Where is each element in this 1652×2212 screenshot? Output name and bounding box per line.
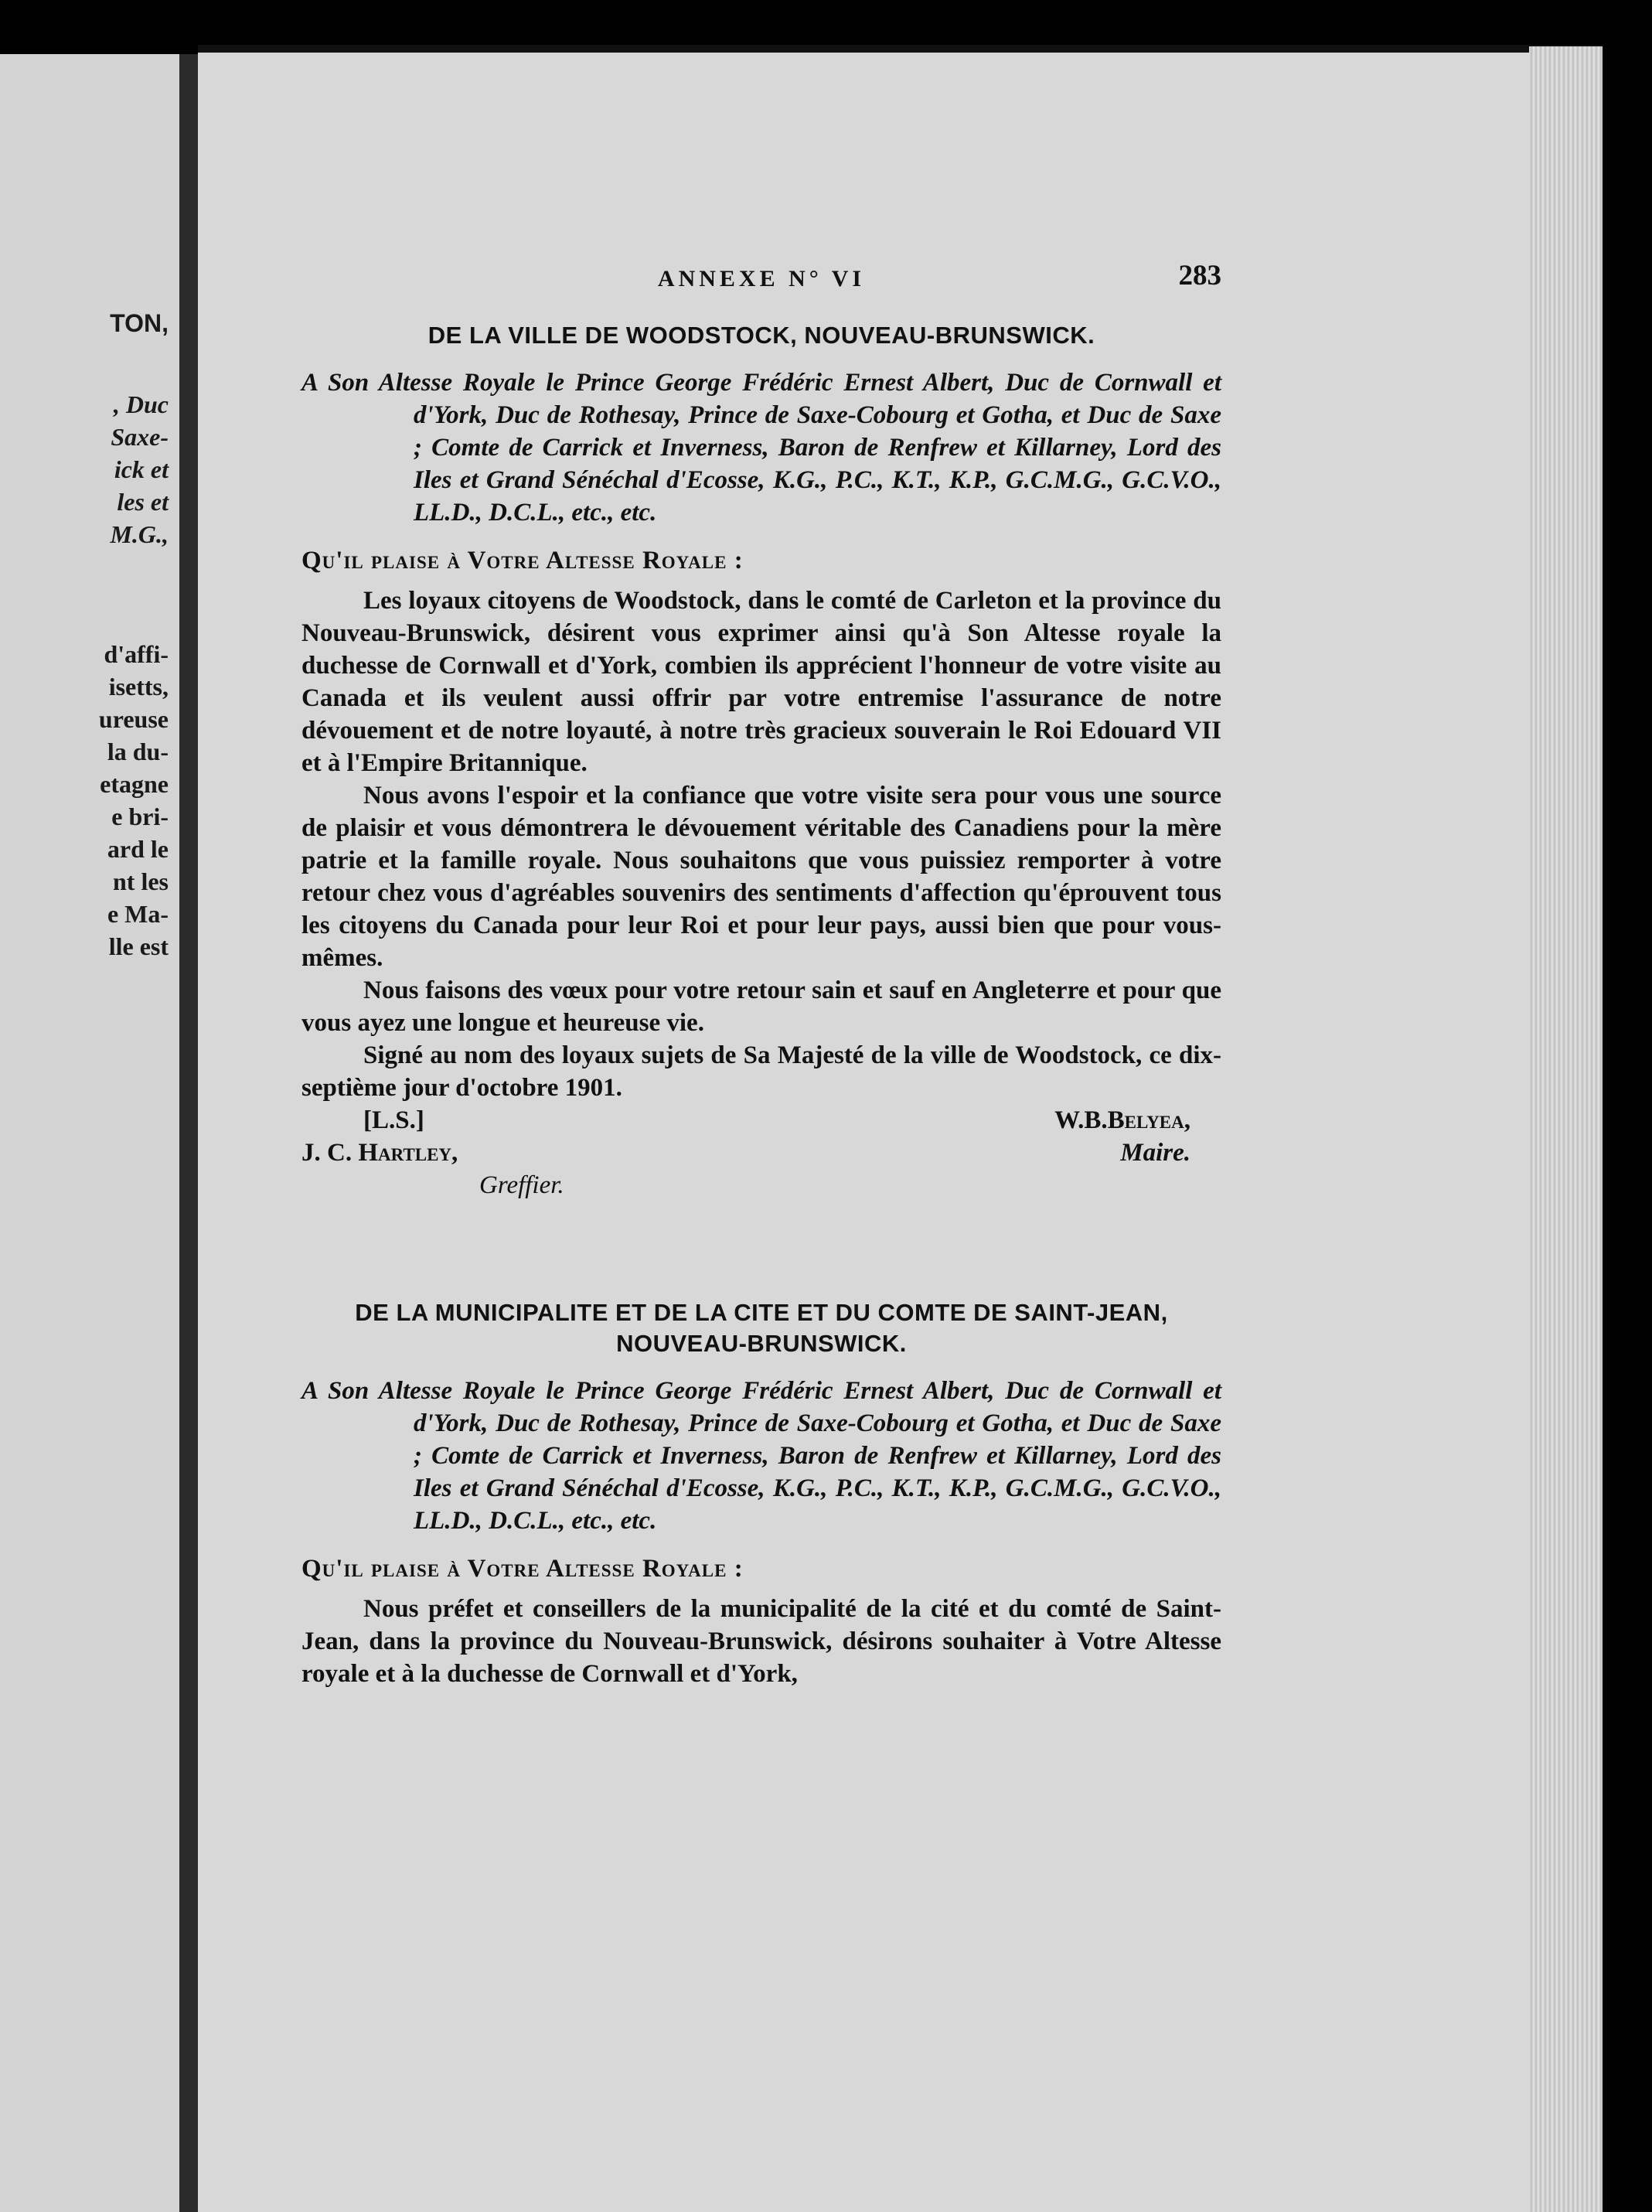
facing-page-fragment: ureuse xyxy=(98,705,169,733)
paragraph: Les loyaux citoyens de Woodstock, dans le comté de Carleton et la province du Nouveau-Brunswick, désirent vous exprimer ainsi qu'à Son Altesse royale la duchesse de Cornwall et d'York, combien ils apprécient l'honneur de votre visite au Canada et ils veulent aussi offrir par votre entremise l'assurance de notre dévouement et de notre loyauté, à notre très gracieux souverain le Roi Edouard VII et à l'Empire Britannique. xyxy=(301,587,1221,777)
section-title-line: DE LA MUNICIPALITE ET DE LA CITE ET DU COMTE DE SAINT-JEAN, xyxy=(355,1299,1168,1326)
facing-page-fragment: les et xyxy=(117,488,169,516)
facing-page-fragment: d'affi- xyxy=(104,640,169,668)
paragraph: Signé au nom des loyaux sujets de Sa Majesté de la ville de Woodstock, ce dix-septième jour d'octobre 1901. xyxy=(301,1041,1221,1102)
running-title: ANNEXE N° VI xyxy=(657,266,866,291)
page-content xyxy=(301,260,1221,1690)
section-title-woodstock: DE LA VILLE DE WOODSTOCK, NOUVEAU-BRUNSWICK. xyxy=(427,322,1095,349)
signature-row xyxy=(301,1169,1221,1201)
paragraph: Nous faisons des vœux pour votre retour sain et sauf en Angleterre et pour que vous ayez une longue et heureuse vie. xyxy=(301,976,1221,1037)
salutation: Qu'il plaise à Votre Altesse Royale : xyxy=(301,547,744,574)
running-head xyxy=(301,260,1221,309)
clerk-name: J. C. Hartley, xyxy=(301,1139,458,1167)
facing-page-fragment: isetts, xyxy=(108,673,169,700)
address-block: A Son Altesse Royale le Prince George Frédéric Ernest Albert, Duc de Cornwall et d'York, Duc de Rothesay, Prince de Saxe-Cobourg et Gotha, et Duc de Saxe ; Comte de Carrick et Inverness, Baron de Renfrew et Killarney, Lord des Iles et Grand Sénéchal d'Ecosse, K.G., P.C., K.T., K.P., G.C.M.G., G.C.V.O., LL.D., D.C.L., etc., etc. xyxy=(301,1377,1221,1535)
facing-page-fragment: TON, xyxy=(110,309,169,337)
facing-page-fragment: e bri- xyxy=(111,803,169,830)
facing-page-fragment: ard le xyxy=(107,835,169,863)
paragraph: Nous avons l'espoir et la confiance que votre visite sera pour vous une source de plaisir et vous démontrera le dévouement véritable des Canadiens pour la mère patrie et la famille royale. Nous souhaitons que vous puissiez remporter à votre retour chez vous d'agréables souvenirs des sentiments d'affection qu'éprouvent tous les citoyens du Canada pour leur Roi et pour leur pays, aussi bien que pour vous-mêmes. xyxy=(301,782,1221,972)
signature-row xyxy=(301,1104,1221,1137)
address-block: A Son Altesse Royale le Prince George Frédéric Ernest Albert, Duc de Cornwall et d'York, Duc de Rothesay, Prince de Saxe-Cobourg et Gotha, et Duc de Saxe ; Comte de Carrick et Inverness, Baron de Renfrew et Killarney, Lord des Iles et Grand Sénéchal d'Ecosse, K.G., P.C., K.T., K.P., G.C.M.G., G.C.V.O., LL.D., D.C.L., etc., etc. xyxy=(301,369,1221,527)
facing-page xyxy=(0,54,179,2212)
facing-page-fragment: , Duc xyxy=(113,390,169,418)
paragraph: Nous préfet et conseillers de la municipalité de la cité et du comté de Saint-Jean, dans la province du Nouveau-Brunswick, désirons souhaiter à Votre Altesse royale et à la duchesse de Cornwall et d'York, xyxy=(301,1595,1221,1688)
facing-page-fragment: e Ma- xyxy=(107,900,169,928)
facing-page-fragment: la du- xyxy=(107,738,169,765)
page-edges xyxy=(1529,46,1603,2212)
page-number: 283 xyxy=(1178,260,1221,291)
section-title-saint-jean xyxy=(301,1297,1221,1359)
signature-row xyxy=(301,1137,1221,1169)
book-gutter xyxy=(179,54,198,2212)
facing-page-fragment: M.G., xyxy=(110,520,169,548)
facing-page-fragment: lle est xyxy=(108,932,169,960)
seal-mark: [L.S.] xyxy=(363,1106,424,1134)
mayor-title: Maire. xyxy=(1120,1139,1190,1167)
salutation: Qu'il plaise à Votre Altesse Royale : xyxy=(301,1555,744,1583)
mayor-name: W.B.Belyea, xyxy=(1054,1106,1190,1134)
facing-page-fragment: etagne xyxy=(100,770,169,798)
facing-page-fragment: ick et xyxy=(114,455,169,483)
clerk-title: Greffier. xyxy=(479,1171,564,1199)
facing-page-fragment: nt les xyxy=(113,867,169,895)
facing-page-fragment: Saxe- xyxy=(111,423,169,451)
section-title-line: NOUVEAU-BRUNSWICK. xyxy=(616,1330,907,1357)
